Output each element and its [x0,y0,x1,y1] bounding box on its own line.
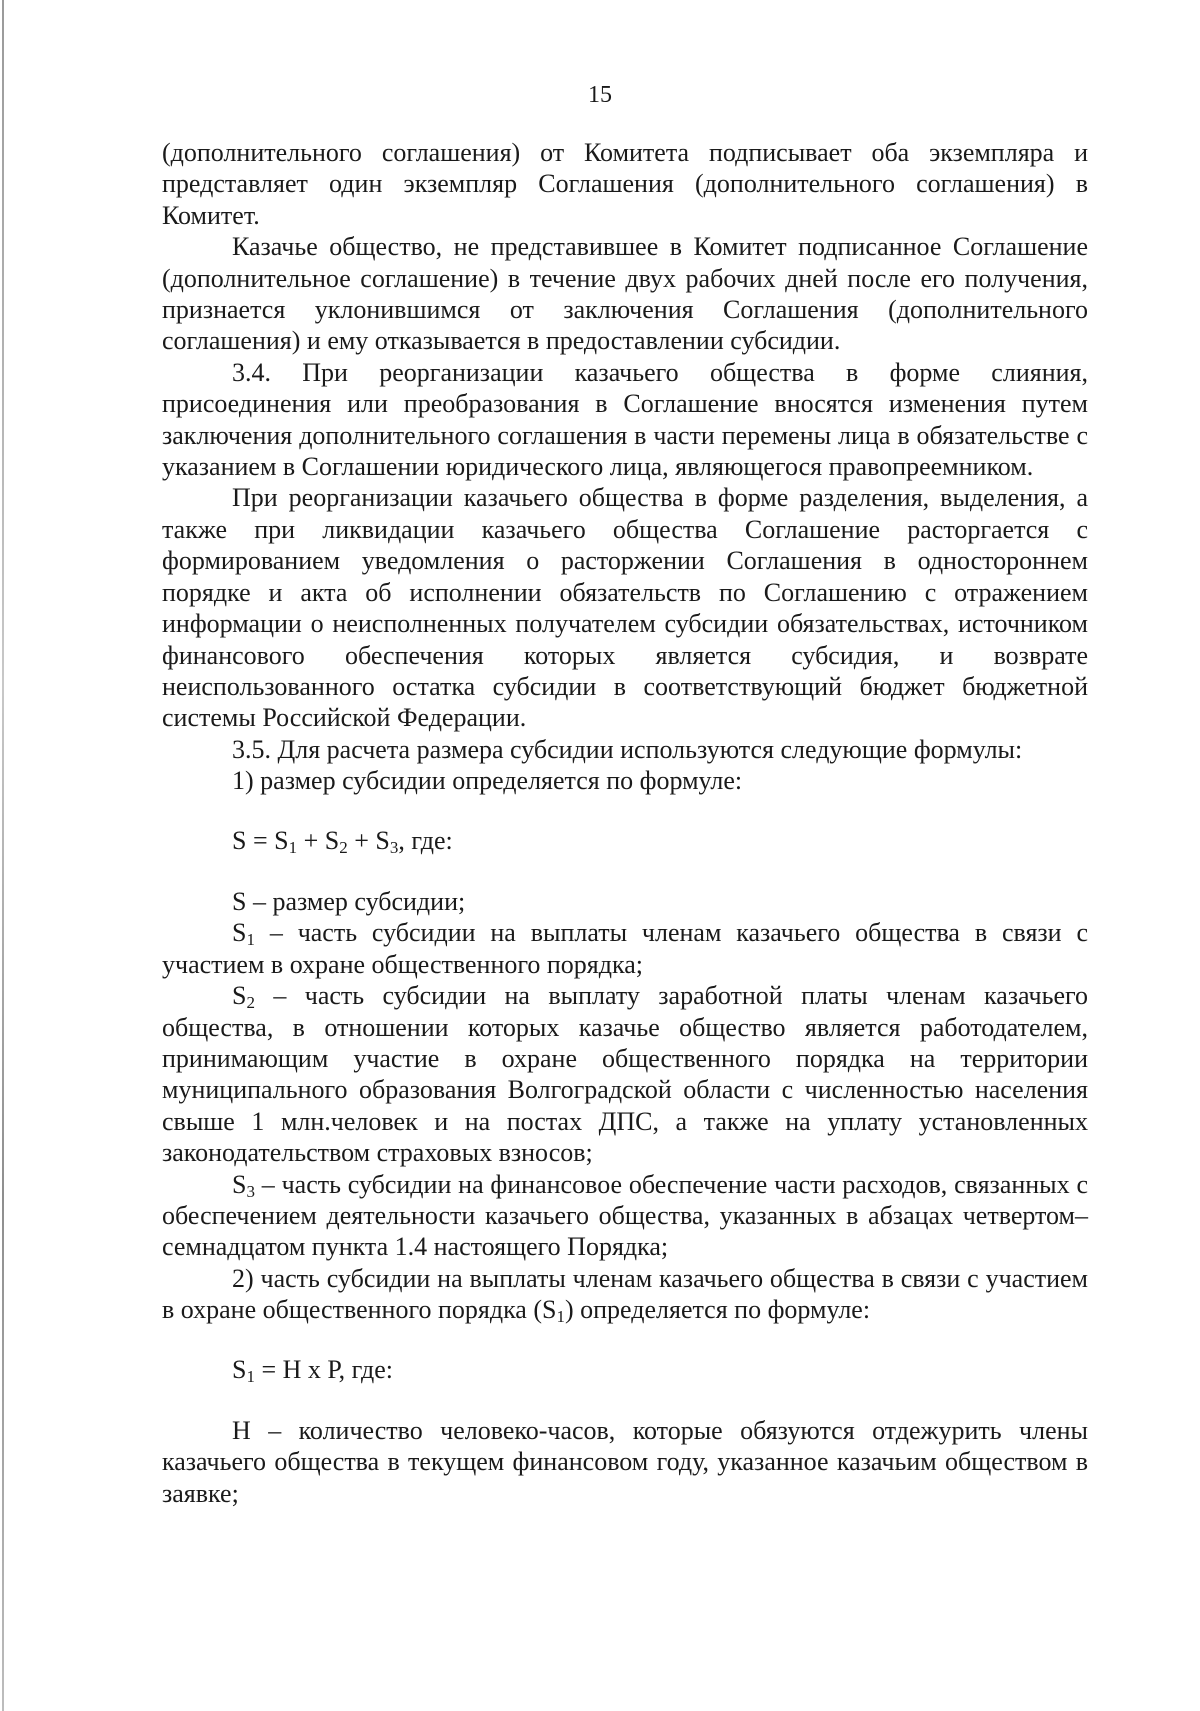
paragraph-item-1: 1) размер субсидии определяется по формуле: [232,766,743,796]
definition-s: S – размер субсидии; [232,886,466,916]
formula-s1: $S_1 = Н$ х Р, где: [232,1354,393,1386]
paragraph-3-4: 3.4. При реорганизации казачьего общества в форме слияния, присоединения или преобразования в Соглашение вносятся изменения путем заключения дополнительного соглашения в части перемены лица в обязательстве с указанием в Соглашении юридического лица, являющегося правопреемником. [162,357,1088,482]
paragraph-3-5: 3.5. Для расчета размера субсидии используются следующие формулы: [232,734,1023,764]
definition-s2: $S_2$ – часть субсидии на выплату заработной платы членам казачьего общества, в отношении которых казачье общество является работодателем, принимающим участие в охране общественного порядка на территории муниципального образования Волгоградской области с численностью населения свыше 1 млн.человек и на постах ДПС, а также на уплату установленных законодательством страховых взносов; [162,981,1088,1168]
definition-h: Н – количество человеко-часов, которые обязуются отдежурить члены казачьего общества в текущем финансовом году, указанное казачьим обществом в заявке; [162,1416,1088,1508]
page-number: 15 [588,82,612,108]
document-body [162,137,1088,1509]
definition-s1: $S_1$ – часть субсидии на выплаты членам казачьего общества в связи с участием в охране общественного порядка; [162,918,1088,979]
definition-s3: $S_3$ – часть субсидии на финансовое обеспечение части расходов, связанных с обеспечением деятельности казачьего общества, указанных в абзацах четвертом–семнадцатом пункта 1.4 настоящего Порядка; [162,1169,1088,1262]
formula-subsidy-total: $S = S_1 + S_2 + S_3$, где: [232,825,453,857]
paragraph-reorganization: При реорганизации казачьего общества в форме разделения, выделения, а также при ликвидации казачьего общества Соглашение расторгается с формированием уведомления о расторжении Соглашения в одностороннем порядке и акта об исполнении обязательств по Соглашению с отражением информации о неисполненных получателем субсидии обязательствах, источником финансового обеспечения которых является субсидия, и возврате неиспользованного остатка субсидии в соответствующий бюджет бюджетной системы Российской Федерации. [162,483,1088,733]
paragraph-continuation: (дополнительного соглашения) от Комитета подписывает оба экземпляра и представляет один экземпляр Соглашения (дополнительного соглашения) в Комитет. [162,138,1088,230]
paragraph-refusal: Казачье общество, не представившее в Комитет подписанное Соглашение (дополнительное соглашение) в течение двух рабочих дней после его получения, признается уклонившимся от заключения Соглашения (дополнительного соглашения) и ему отказывается в предоставлении субсидии. [162,232,1088,356]
paragraph-item-2: 2) часть субсидии на выплаты членам казачьего общества в связи с участием в охране общественного порядка $(S_1)$ определяется по формуле: [162,1263,1088,1327]
scan-edge [2,0,4,1711]
